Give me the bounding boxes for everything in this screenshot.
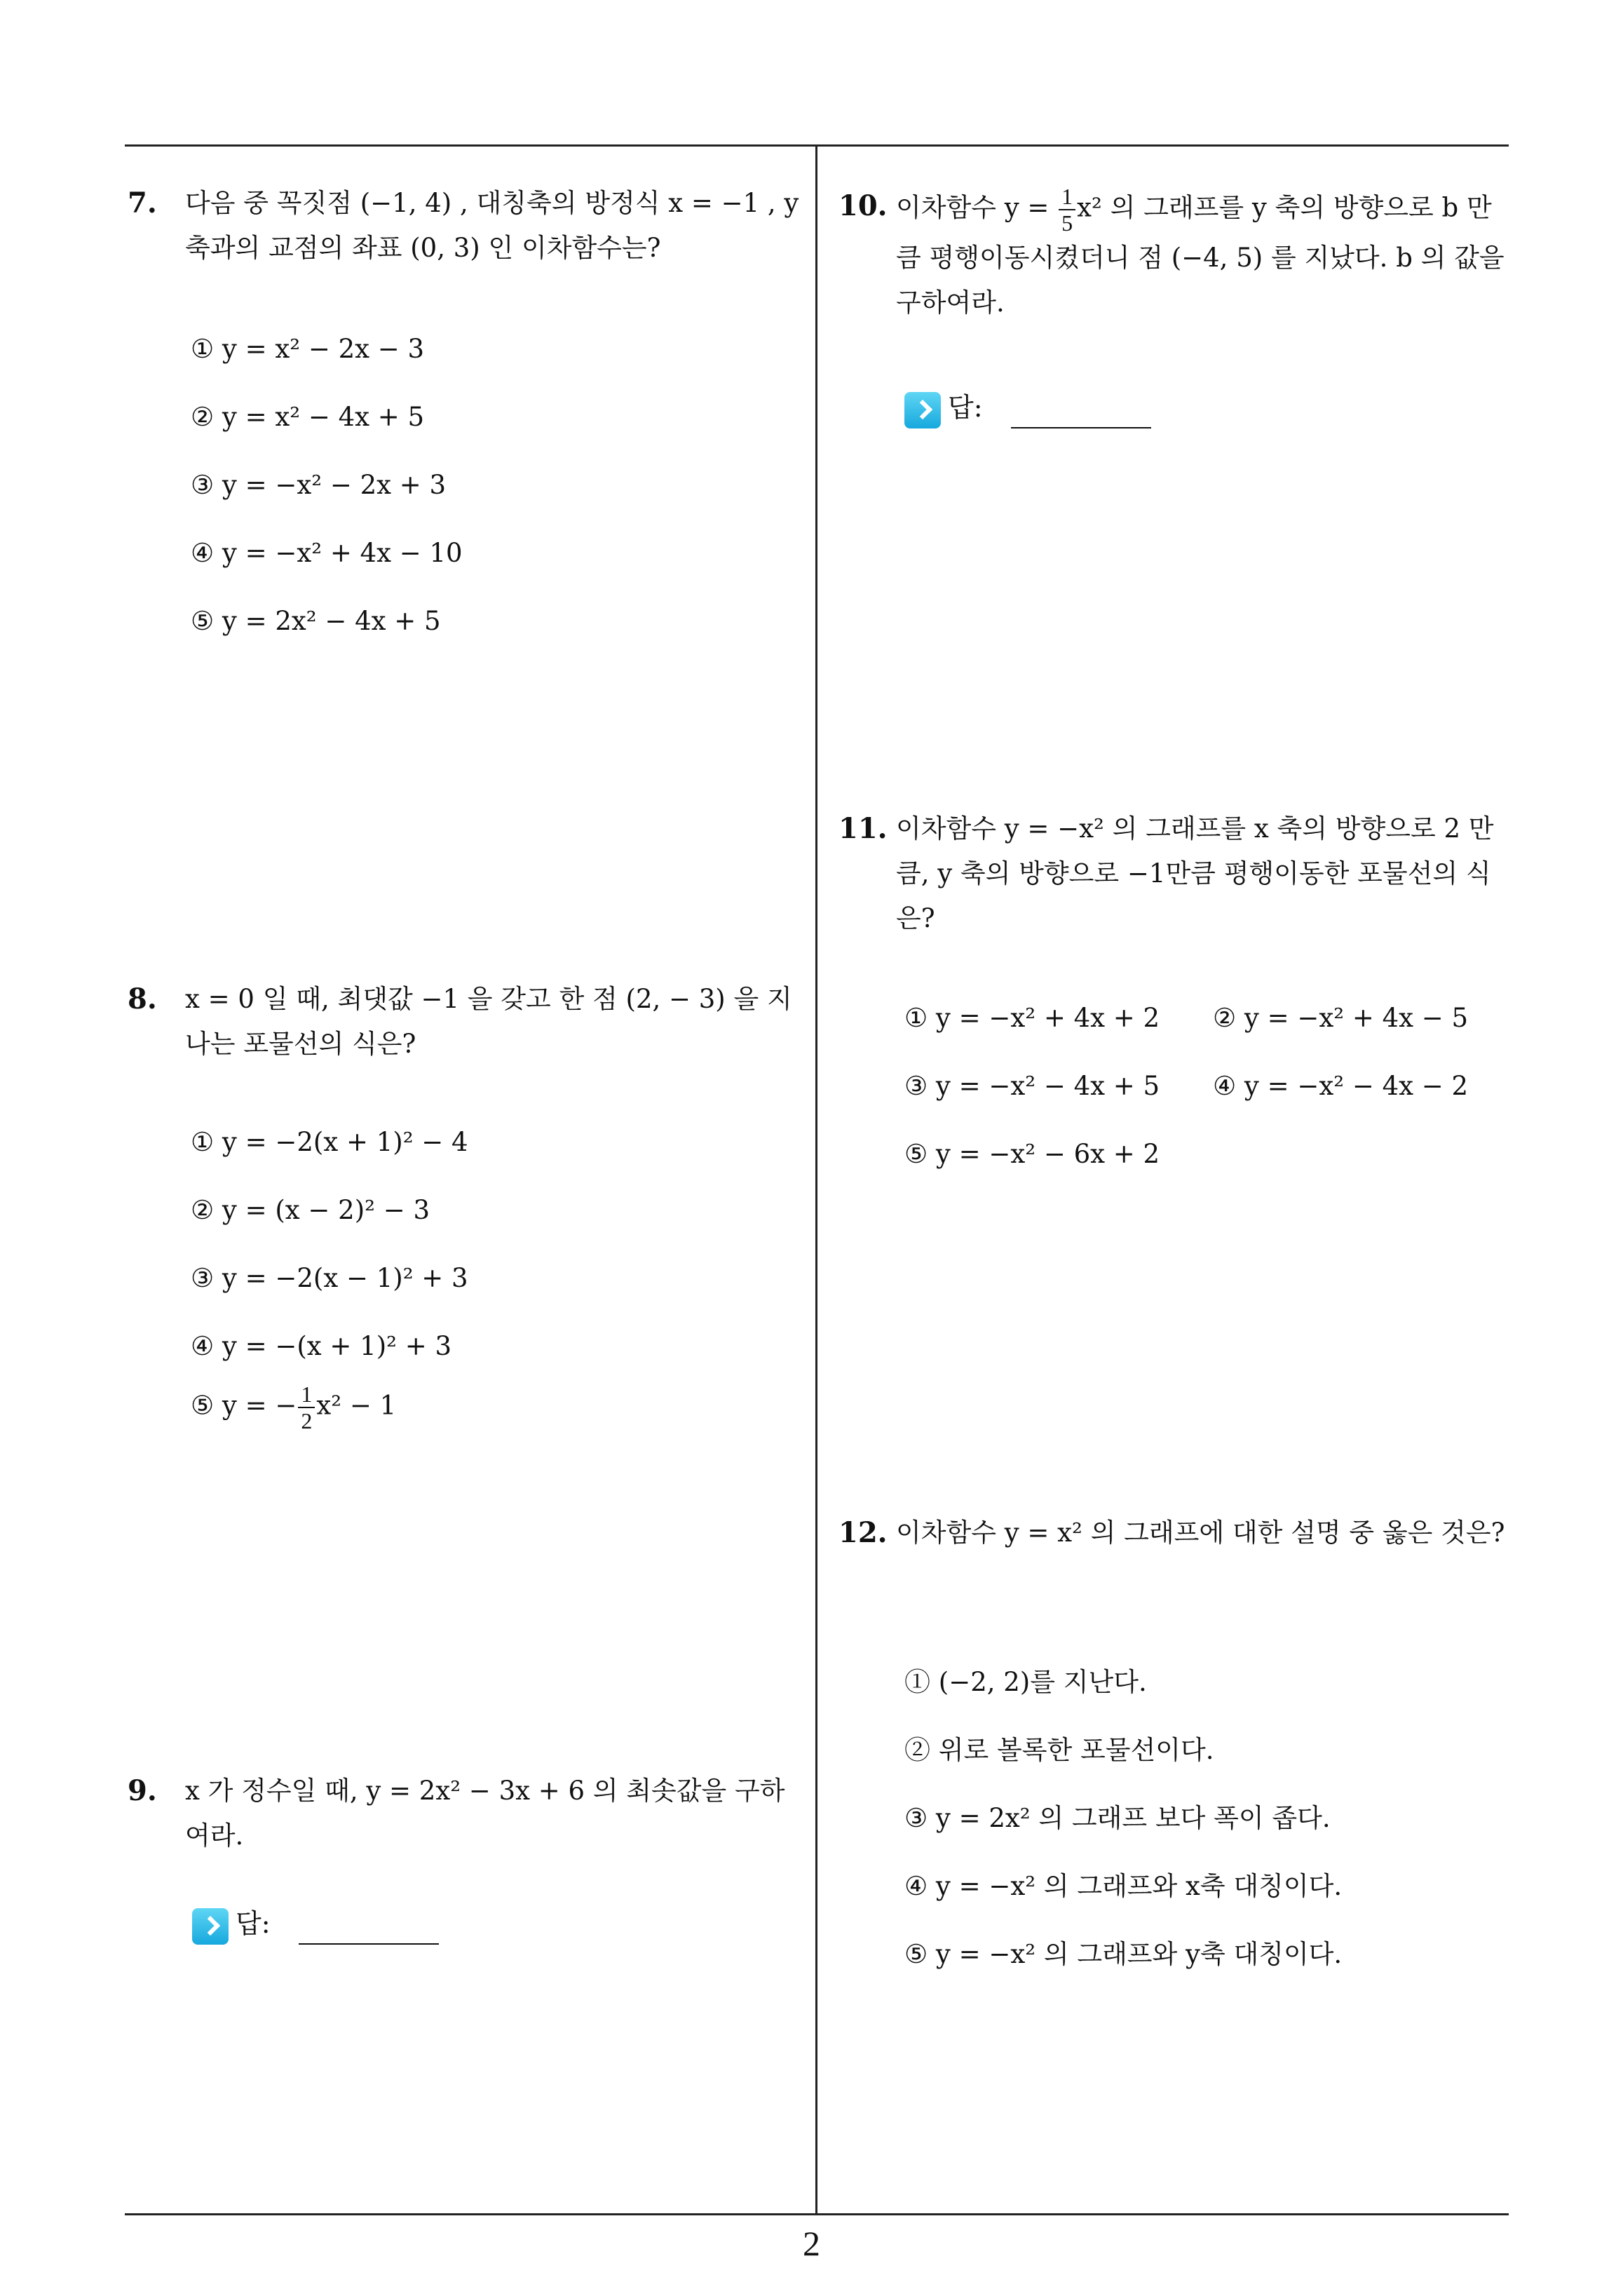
choice-3[interactable]: ③ y = 2x² 의 그래프 보다 폭이 좁다. xyxy=(904,1803,1331,1833)
question-8 xyxy=(128,977,805,1067)
answer-input[interactable] xyxy=(299,1911,439,1945)
choice-1[interactable]: ① y = x² − 2x − 3 xyxy=(191,334,425,364)
question-text: x 가 정수일 때, y = 2x² − 3x + 6 의 최솟값을 구하여라. xyxy=(185,1776,785,1851)
choice-3[interactable]: ③ y = −x² − 2x + 3 xyxy=(191,470,447,500)
bottom-rule xyxy=(125,2213,1509,2215)
fraction-denominator: 2 xyxy=(301,1408,313,1433)
question-text: 이차함수 y = −x² 의 그래프를 x 축의 방향으로 2 만큼, y 축의 방향으로 −1만큼 평행이동한 포물선의 식은? xyxy=(896,813,1494,933)
chevron-right-icon xyxy=(192,1908,229,1945)
choice-4[interactable]: ④ y = −(x + 1)² + 3 xyxy=(191,1331,452,1361)
choice-1[interactable]: ① (−2, 2)를 지난다. xyxy=(904,1667,1147,1697)
choice-3[interactable]: ③ y = −2(x − 1)² + 3 xyxy=(191,1263,468,1293)
choice-2[interactable]: ② y = (x − 2)² − 3 xyxy=(191,1195,430,1225)
choice-5[interactable]: ⑤ y = −x² 의 그래프와 y축 대칭이다. xyxy=(904,1939,1343,1969)
question-9 xyxy=(128,1769,805,1858)
choice-2[interactable]: ② y = x² − 4x + 5 xyxy=(191,402,425,432)
fraction xyxy=(298,1382,315,1433)
choice-2[interactable]: ② y = −x² + 4x − 5 xyxy=(1213,1003,1469,1033)
page-number: 2 xyxy=(803,2224,820,2263)
question-text: 다음 중 꼭짓점 (−1, 4) , 대칭축의 방정식 x = −1 , y 축과의 교점의 좌표 (0, 3) 인 이차함수는? xyxy=(185,188,799,263)
choice-4[interactable]: ④ y = −x² − 4x − 2 xyxy=(1213,1071,1469,1101)
choice-1[interactable]: ① y = −x² + 4x + 2 xyxy=(904,1003,1160,1033)
question-text-suffix: x² 의 그래프를 y 축의 방향으로 b 만큼 평행이동시켰더니 점 (−4, 5) 를 지났다. b 의 값을 구하여라. xyxy=(896,192,1505,318)
answer-area xyxy=(904,386,1151,428)
answer-input[interactable] xyxy=(1011,395,1151,428)
answer-label: 답: xyxy=(236,1908,271,1939)
question-10 xyxy=(838,184,1516,325)
question-number: 9. xyxy=(128,1774,157,1807)
choice-1[interactable]: ① y = −2(x + 1)² − 4 xyxy=(191,1127,468,1157)
question-number: 7. xyxy=(128,187,157,220)
question-number: 10. xyxy=(838,189,888,222)
choice-5-suffix: x² − 1 xyxy=(316,1390,397,1421)
chevron-right-icon xyxy=(904,392,941,428)
question-number: 8. xyxy=(128,982,157,1015)
choice-5[interactable]: ⑤ y = −x² − 6x + 2 xyxy=(904,1139,1160,1169)
choice-5[interactable] xyxy=(191,1382,396,1433)
choice-5[interactable]: ⑤ y = 2x² − 4x + 5 xyxy=(191,606,441,636)
question-text xyxy=(896,184,1516,325)
question-text: x = 0 일 때, 최댓값 −1 을 갖고 한 점 (2, − 3) 을 지나는 포물선의 식은? xyxy=(185,984,792,1059)
choice-3[interactable]: ③ y = −x² − 4x + 5 xyxy=(904,1071,1160,1101)
choice-4[interactable]: ④ y = −x² + 4x − 10 xyxy=(191,538,463,568)
column-divider xyxy=(815,144,817,2215)
answer-area xyxy=(192,1902,439,1945)
question-12 xyxy=(838,1511,1516,1555)
question-number: 11. xyxy=(838,812,888,845)
fraction xyxy=(1059,184,1075,236)
fraction-numerator: 1 xyxy=(298,1382,315,1408)
question-text-prefix: 이차함수 y = xyxy=(896,192,1050,223)
choice-2[interactable]: ② 위로 볼록한 포물선이다. xyxy=(904,1735,1214,1765)
question-text: 이차함수 y = x² 의 그래프에 대한 설명 중 옳은 것은? xyxy=(896,1518,1505,1548)
answer-label: 답: xyxy=(948,392,983,423)
question-7 xyxy=(128,181,805,271)
fraction-numerator: 1 xyxy=(1059,184,1075,210)
choice-5-prefix: ⑤ y = − xyxy=(191,1390,297,1421)
question-number: 12. xyxy=(838,1516,888,1549)
question-11 xyxy=(838,806,1516,941)
fraction-denominator: 5 xyxy=(1061,210,1073,236)
choice-4[interactable]: ④ y = −x² 의 그래프와 x축 대칭이다. xyxy=(904,1871,1343,1901)
